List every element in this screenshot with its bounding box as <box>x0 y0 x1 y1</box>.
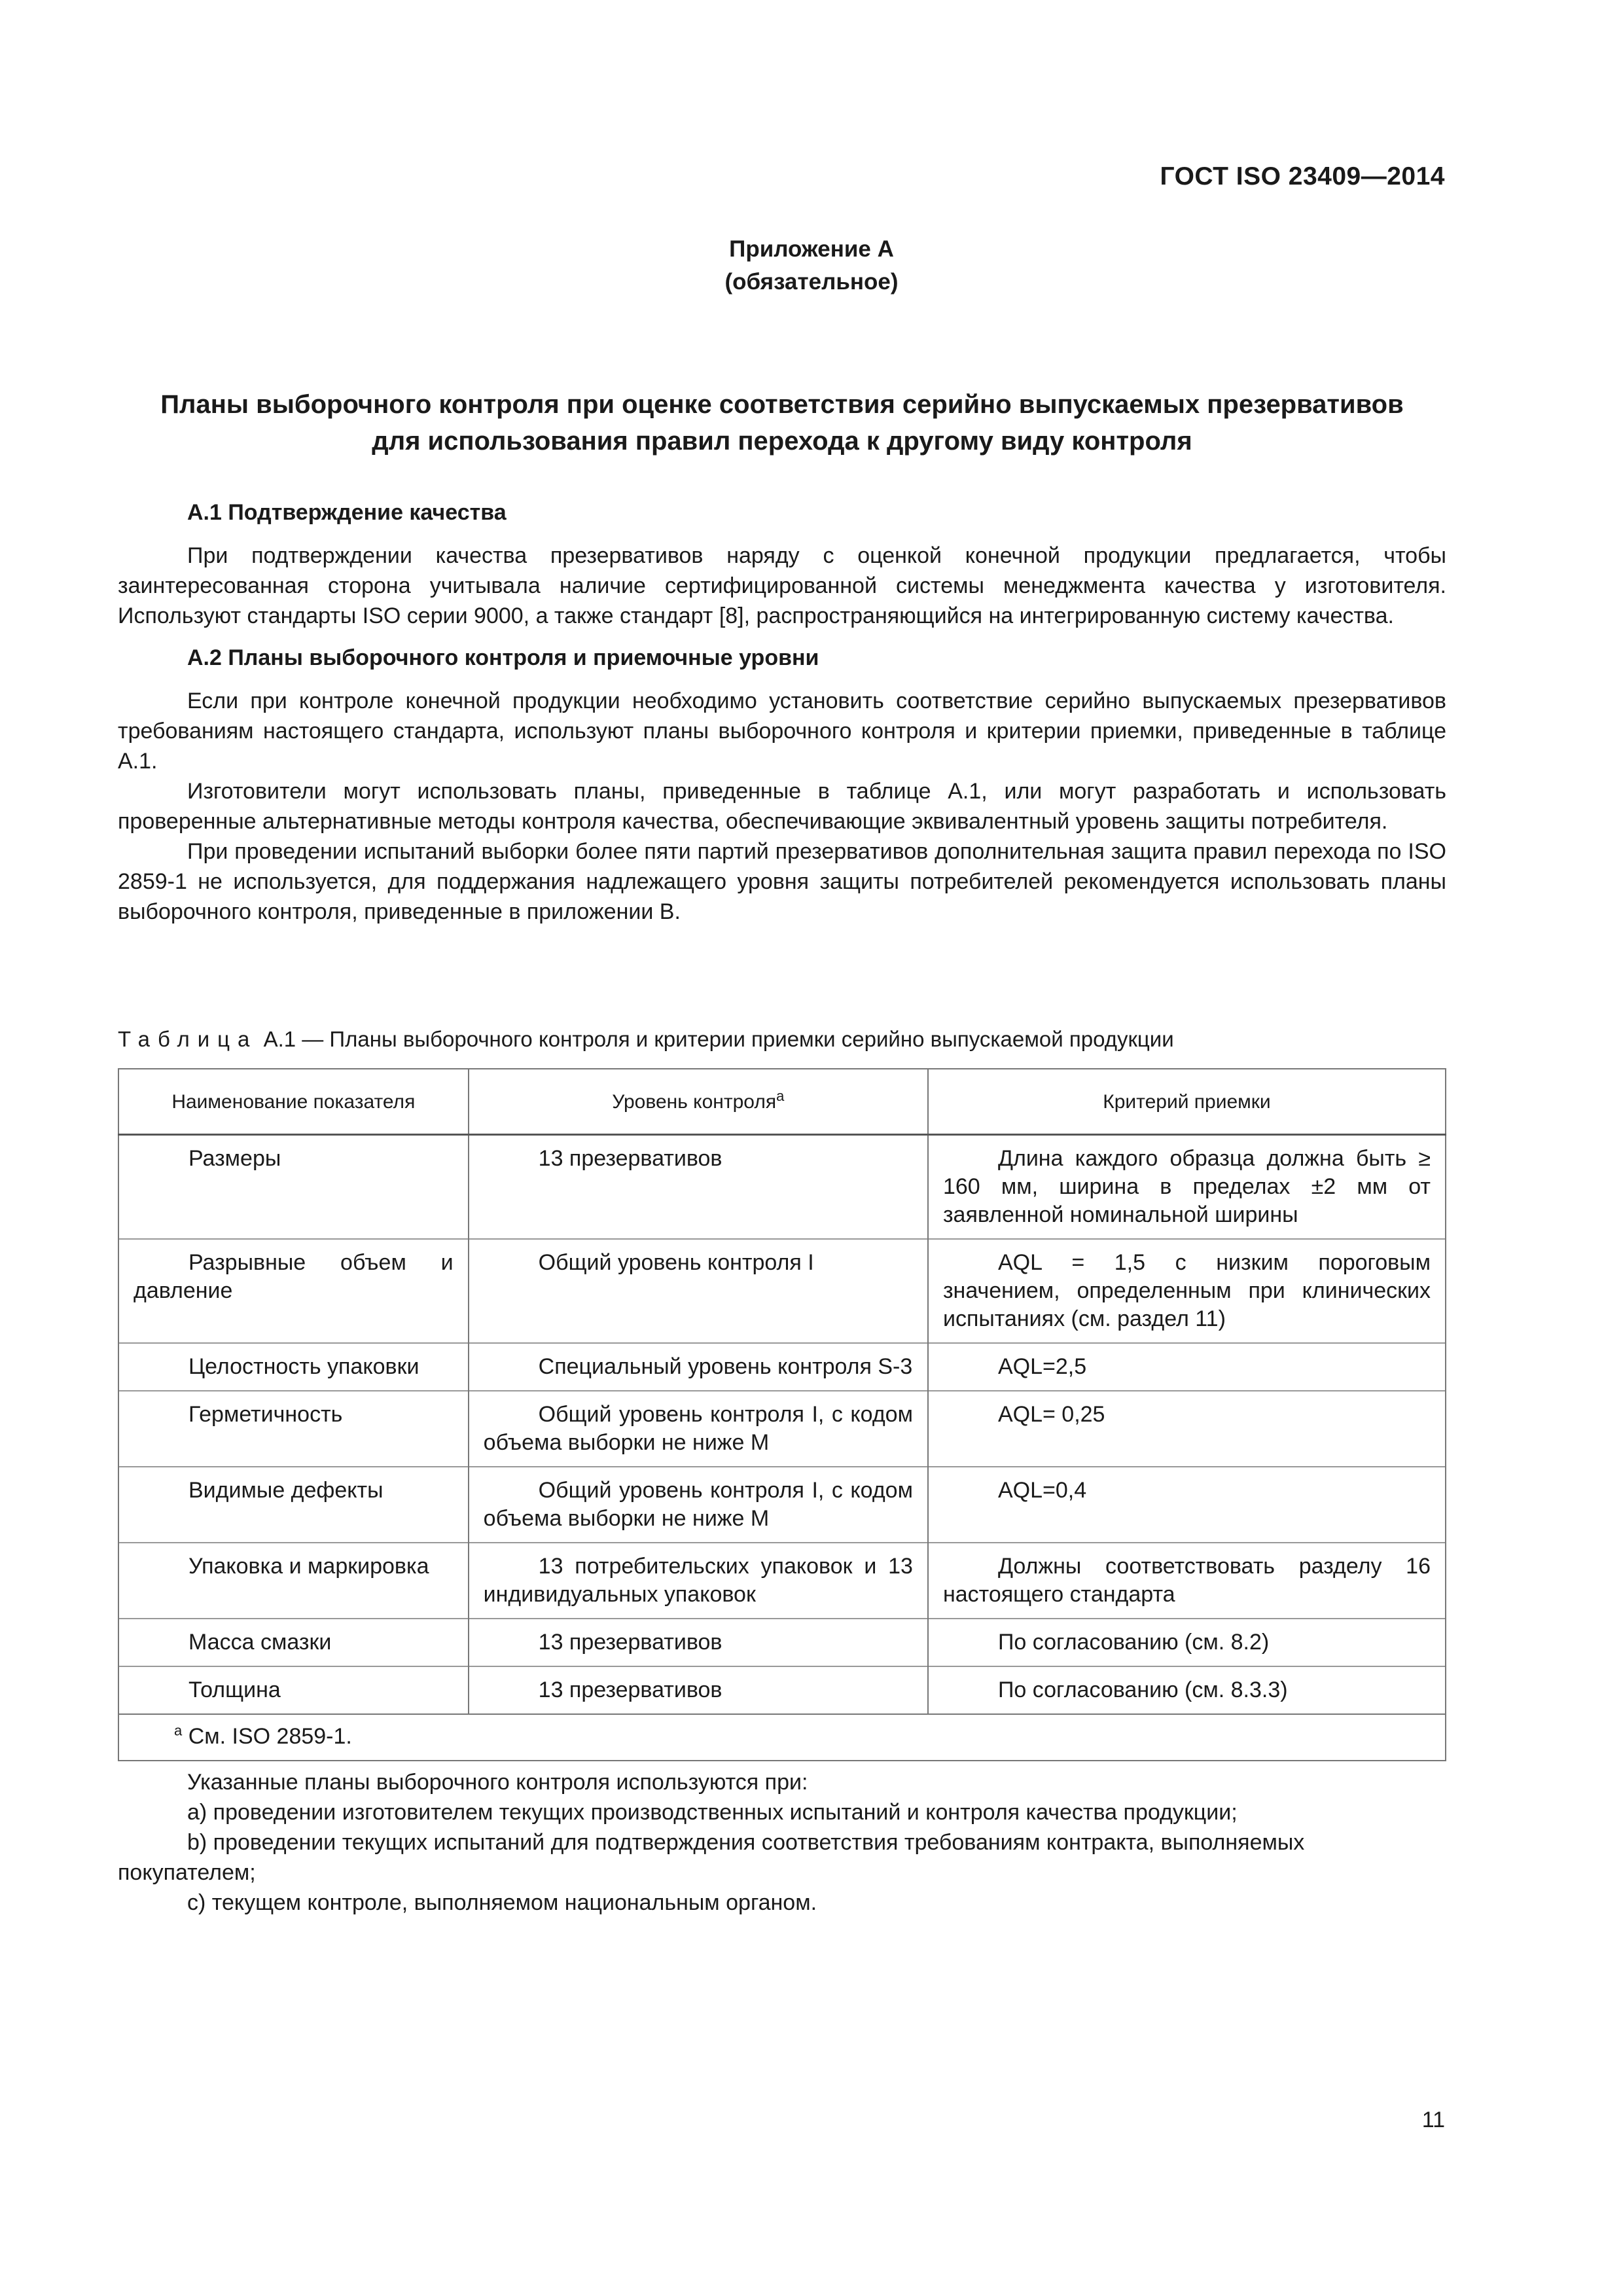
table-row <box>118 1543 1446 1619</box>
page-title-line-2: для использования правил перехода к другому виду контроля <box>372 427 1192 456</box>
cell-parameter: Толщина <box>118 1666 469 1714</box>
cell-parameter: Упаковка и маркировка <box>118 1543 469 1619</box>
document-code: ГОСТ ISO 23409—2014 <box>1160 162 1445 190</box>
cell-criterion: AQL= 0,25 <box>928 1391 1446 1467</box>
cell-criterion: По согласованию (см. 8.3.3) <box>928 1666 1446 1714</box>
page-number: 11 <box>1421 2108 1445 2132</box>
sampling-plans-table <box>118 1068 1446 1761</box>
section-a1 <box>118 497 1446 631</box>
cell-level: Общий уровень контроля I <box>469 1239 928 1343</box>
header-level: Уровень контроля$^а$ <box>469 1069 928 1135</box>
section-a2-paragraph-3: При проведении испытаний выборки более пяти партий презервативов дополнительная защита правил перехода по ISO 2859-1 не используется, для поддержания надлежащего уровня защиты потребителей рекомендуется использовать планы выборочного контроля, приведенные в приложении В. <box>118 839 1446 924</box>
table-row <box>118 1619 1446 1666</box>
cell-parameter: Масса смазки <box>118 1619 469 1666</box>
cell-parameter: Размеры <box>118 1135 469 1240</box>
header-footnote-mark: а <box>776 1087 785 1104</box>
section-a2-paragraph-1: Если при контроле конечной продукции необходимо установить соответствие серийно выпускаемых презервативов требованиям настоящего стандарта, используют планы выборочного контроля и критерии приемки, приведенные в таблице А.1. <box>118 689 1446 774</box>
section-a1-heading: А.1 Подтверждение качества <box>187 500 507 525</box>
cell-parameter: Разрывные объем и давление <box>118 1239 469 1343</box>
table-row <box>118 1343 1446 1391</box>
cell-level: 13 презервативов <box>469 1135 928 1240</box>
section-a2 <box>118 643 1446 927</box>
cell-parameter: Целостность упаковки <box>118 1343 469 1391</box>
page-title <box>118 386 1446 459</box>
table-row <box>118 1239 1446 1343</box>
usage-item-c: с) текущем контроле, выполняемом национальным органом. <box>187 1890 817 1915</box>
table-row <box>118 1467 1446 1543</box>
cell-parameter: Видимые дефекты <box>118 1467 469 1543</box>
table-header-row <box>118 1069 1446 1135</box>
cell-criterion: AQL=2,5 <box>928 1343 1446 1391</box>
table-caption-label: Таблица <box>118 1027 258 1051</box>
section-a1-paragraph: При подтверждении качества презервативов наряду с оценкой конечной продукции предлагается, чтобы заинтересованная сторона учитывала наличие сертифицированной системы менеджмента качества у изготовителя. Используют стандарты ISO серии 9000, а также стандарт [8], распространяющийся на интегрированную систему качества. <box>118 543 1446 628</box>
cell-criterion: Должны соответствовать разделу 16 настоящего стандарта <box>928 1543 1446 1619</box>
annex-status: (обязательное) <box>724 269 899 295</box>
cell-level: 13 потребительских упаковок и 13 индивидуальных упаковок <box>469 1543 928 1619</box>
cell-level: Общий уровень контроля I, с кодом объема выборки не ниже М <box>469 1467 928 1543</box>
section-a2-paragraph-2: Изготовители могут использовать планы, приведенные в таблице А.1, или могут разработать и использовать проверенные альтернативные методы контроля качества, обеспечивающие эквивалентный уровень защиты потребителя. <box>118 779 1446 834</box>
table-footnote-row <box>118 1714 1446 1761</box>
cell-level: 13 презервативов <box>469 1666 928 1714</box>
cell-parameter: Герметичность <box>118 1391 469 1467</box>
cell-criterion: AQL=0,4 <box>928 1467 1446 1543</box>
table-caption-text: А.1 — Планы выборочного контроля и критерии приемки серийно выпускаемой продукции <box>263 1027 1174 1051</box>
usage-list <box>118 1767 1446 1918</box>
table-footnote <box>118 1714 1446 1761</box>
cell-criterion: Длина каждого образца должна быть ≥ 160 мм, ширина в пределах ±2 мм от заявленной номинальной ширины <box>928 1135 1446 1240</box>
cell-level: 13 презервативов <box>469 1619 928 1666</box>
table-row <box>118 1135 1446 1240</box>
cell-level: Специальный уровень контроля S-3 <box>469 1343 928 1391</box>
footnote-mark: а <box>174 1722 183 1739</box>
page-title-line-1: Планы выборочного контроля при оценке соответствия серийно выпускаемых презервативов <box>160 390 1404 419</box>
cell-criterion: По согласованию (см. 8.2) <box>928 1619 1446 1666</box>
header-parameter: Наименование показателя <box>118 1069 469 1135</box>
table-caption <box>118 1024 1446 1054</box>
annex-heading <box>0 233 1623 298</box>
usage-item-b: b) проведении текущих испытаний для подтверждения соответствия требованиям контракта, выполняемых покупателем; <box>118 1830 1305 1885</box>
annex-title: Приложение А <box>729 236 894 262</box>
header-criterion: Критерий приемки <box>928 1069 1446 1135</box>
body-sections <box>118 497 1446 939</box>
section-a2-heading: А.2 Планы выборочного контроля и приемочные уровни <box>187 645 819 670</box>
table-row <box>118 1666 1446 1714</box>
usage-item-a: а) проведении изготовителем текущих производственных испытаний и контроля качества продукции; <box>187 1800 1238 1825</box>
cell-level: Общий уровень контроля I, с кодом объема выборки не ниже М <box>469 1391 928 1467</box>
cell-criterion: AQL = 1,5 с низким пороговым значением, определенным при клинических испытаниях (см. раздел 11) <box>928 1239 1446 1343</box>
usage-intro: Указанные планы выборочного контроля используются при: <box>187 1770 808 1795</box>
footnote-text: См. ISO 2859-1. <box>188 1724 352 1749</box>
table-row <box>118 1391 1446 1467</box>
